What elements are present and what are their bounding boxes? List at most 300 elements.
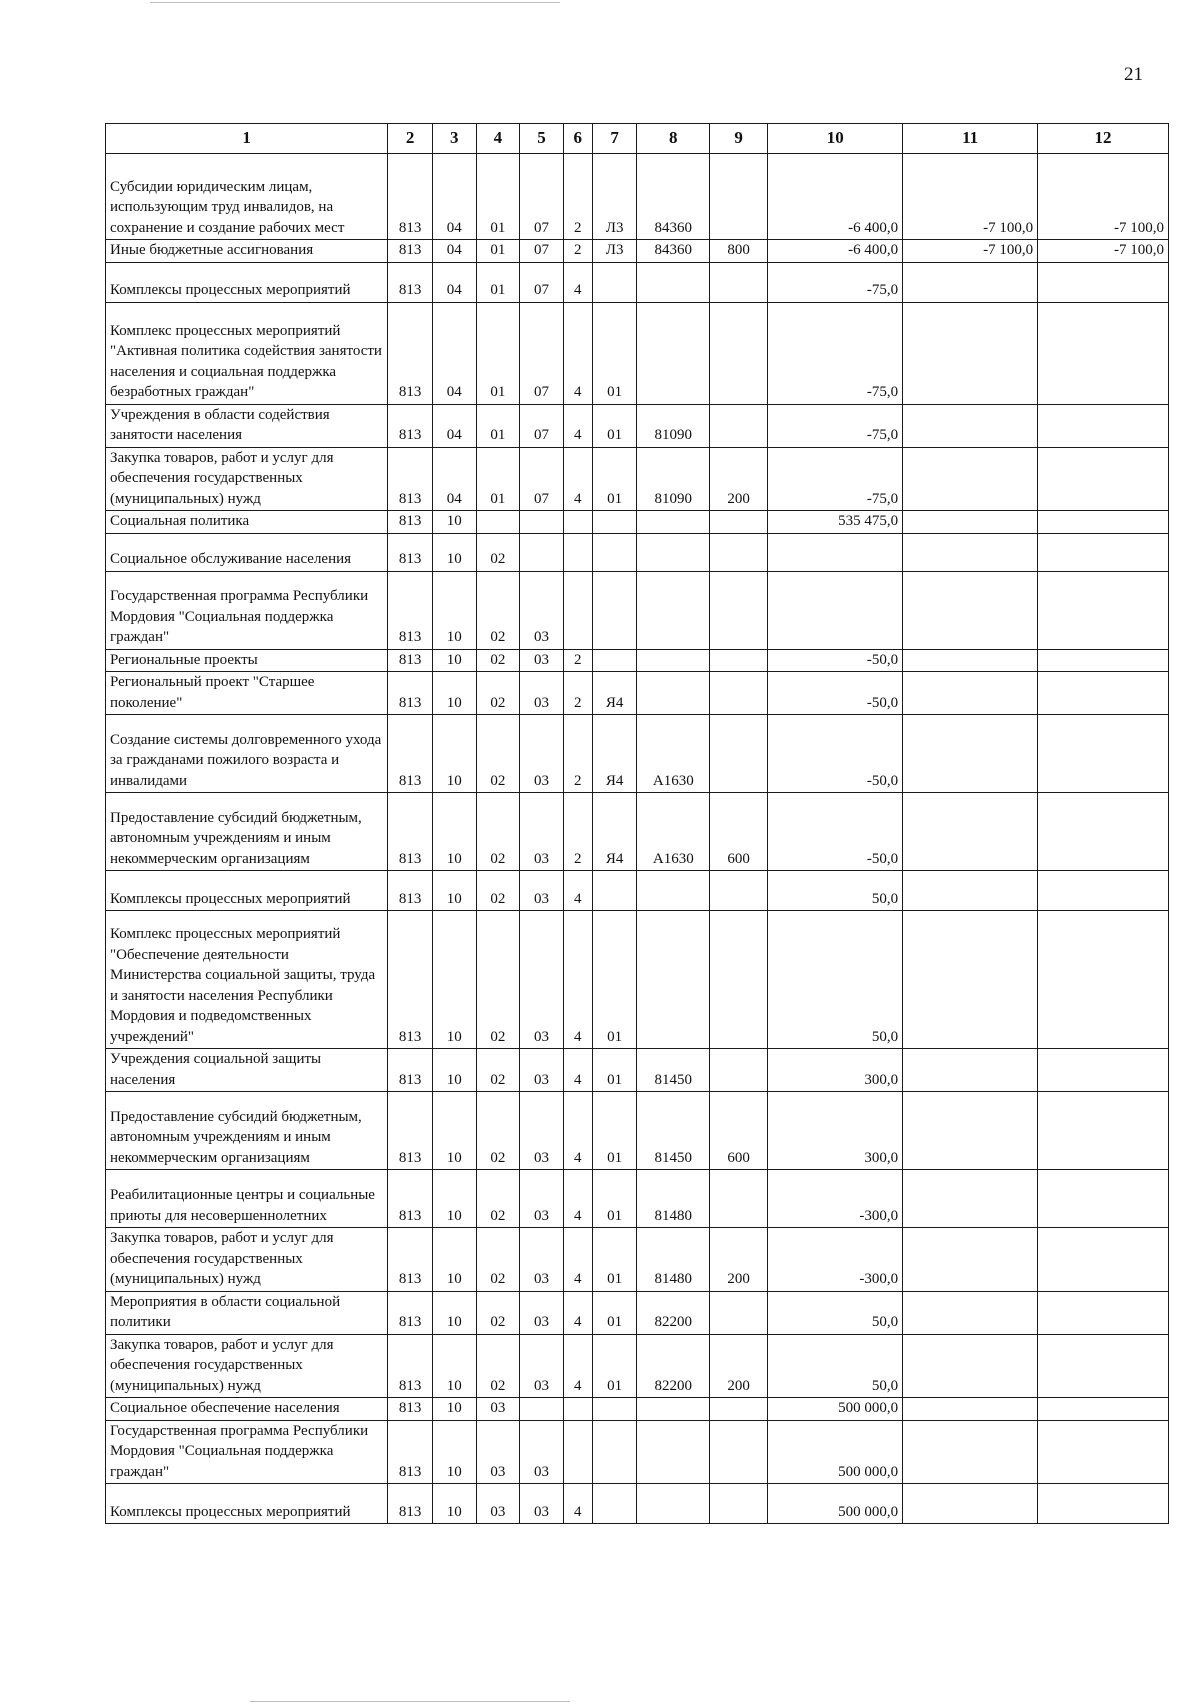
- table-cell: 81480: [637, 1228, 710, 1292]
- table-cell: [903, 1170, 1038, 1228]
- table-cell: 800: [710, 240, 768, 263]
- table-cell: 02: [476, 871, 520, 911]
- scan-artifact-bottom: [250, 1701, 570, 1702]
- table-cell: 200: [710, 1334, 768, 1398]
- table-cell: 84360: [637, 154, 710, 240]
- table-cell: [1038, 262, 1169, 302]
- table-cell: Я4: [592, 793, 637, 871]
- table-cell: [592, 1484, 637, 1524]
- table-cell: 02: [476, 533, 520, 571]
- table-cell: 03: [520, 1092, 564, 1170]
- table-cell: Л3: [592, 240, 637, 263]
- table-cell: -75,0: [768, 302, 903, 404]
- table-cell: 813: [388, 672, 433, 715]
- table-cell: 01: [476, 240, 520, 263]
- table-cell: 10: [432, 571, 476, 649]
- scan-artifact-top: [150, 2, 560, 3]
- table-cell: 600: [710, 1092, 768, 1170]
- row-name-cell: Предоставление субсидий бюджетным, автономным учреждениям и иным некоммерческим организациям: [106, 1092, 388, 1170]
- column-header: 1: [106, 124, 388, 154]
- table-cell: [903, 447, 1038, 511]
- table-cell: 04: [432, 447, 476, 511]
- table-cell: Л3: [592, 154, 637, 240]
- table-cell: [637, 262, 710, 302]
- table-cell: -300,0: [768, 1170, 903, 1228]
- table-cell: [1038, 1291, 1169, 1334]
- table-cell: 10: [432, 1484, 476, 1524]
- table-cell: [710, 1049, 768, 1092]
- table-cell: 10: [432, 871, 476, 911]
- table-cell: 50,0: [768, 1291, 903, 1334]
- table-cell: [637, 672, 710, 715]
- column-header: 2: [388, 124, 433, 154]
- row-name-cell: Социальное обеспечение населения: [106, 1398, 388, 1421]
- table-cell: -6 400,0: [768, 240, 903, 263]
- table-cell: [637, 302, 710, 404]
- table-cell: [592, 262, 637, 302]
- table-cell: 03: [520, 1484, 564, 1524]
- table-row: [106, 1049, 1169, 1092]
- table-cell: [903, 649, 1038, 672]
- table-cell: -300,0: [768, 1228, 903, 1292]
- table-cell: [903, 793, 1038, 871]
- table-cell: А1630: [637, 793, 710, 871]
- table-cell: 01: [592, 1291, 637, 1334]
- table-cell: 4: [563, 1228, 592, 1292]
- table-cell: 813: [388, 154, 433, 240]
- table-cell: [1038, 672, 1169, 715]
- table-row: [106, 871, 1169, 911]
- table-cell: 03: [520, 715, 564, 793]
- table-cell: [563, 533, 592, 571]
- table-cell: 02: [476, 1049, 520, 1092]
- table-row: [106, 1420, 1169, 1484]
- table-cell: [637, 511, 710, 534]
- row-name-cell: Комплекс процессных мероприятий "Обеспечение деятельности Министерства социальной защиты, труда и занятости населения Республики Мордовия и подведомственных учреждений": [106, 911, 388, 1049]
- row-name-cell: Комплекс процессных мероприятий "Активная политика содействия занятости населения и социальная поддержка безработных граждан": [106, 302, 388, 404]
- table-cell: 81450: [637, 1049, 710, 1092]
- table-cell: [1038, 1228, 1169, 1292]
- row-name-cell: Социальное обслуживание населения: [106, 533, 388, 571]
- table-cell: [1038, 533, 1169, 571]
- table-cell: -50,0: [768, 672, 903, 715]
- table-cell: 4: [563, 911, 592, 1049]
- column-header: 8: [637, 124, 710, 154]
- table-cell: [1038, 649, 1169, 672]
- table-cell: 813: [388, 262, 433, 302]
- row-name-cell: Комплексы процессных мероприятий: [106, 1484, 388, 1524]
- table-row: [106, 1291, 1169, 1334]
- table-cell: [903, 533, 1038, 571]
- row-name-cell: Учреждения в области содействия занятости населения: [106, 404, 388, 447]
- table-cell: [637, 649, 710, 672]
- table-cell: 07: [520, 302, 564, 404]
- table-cell: 4: [563, 1334, 592, 1398]
- table-cell: 03: [520, 1334, 564, 1398]
- table-cell: 200: [710, 447, 768, 511]
- table-cell: 03: [476, 1420, 520, 1484]
- table-cell: Я4: [592, 715, 637, 793]
- row-name-cell: Социальная политика: [106, 511, 388, 534]
- table-cell: [768, 533, 903, 571]
- table-cell: [1038, 1484, 1169, 1524]
- table-cell: 04: [432, 302, 476, 404]
- table-cell: 813: [388, 793, 433, 871]
- table-cell: 2: [563, 649, 592, 672]
- table-cell: -50,0: [768, 793, 903, 871]
- table-cell: 200: [710, 1228, 768, 1292]
- table-cell: [903, 1484, 1038, 1524]
- table-cell: [1038, 1398, 1169, 1421]
- table-row: [106, 1228, 1169, 1292]
- table-cell: [710, 649, 768, 672]
- table-cell: 02: [476, 649, 520, 672]
- table-cell: [592, 871, 637, 911]
- table-cell: 500 000,0: [768, 1484, 903, 1524]
- table-cell: 813: [388, 911, 433, 1049]
- table-cell: -7 100,0: [1038, 154, 1169, 240]
- table-cell: -75,0: [768, 404, 903, 447]
- table-row: [106, 1170, 1169, 1228]
- table-cell: 01: [592, 302, 637, 404]
- table-row: [106, 649, 1169, 672]
- table-cell: 01: [592, 1092, 637, 1170]
- table-cell: [1038, 871, 1169, 911]
- table-cell: 813: [388, 649, 433, 672]
- table-cell: [520, 533, 564, 571]
- table-cell: [903, 1228, 1038, 1292]
- table-cell: [520, 511, 564, 534]
- table-row: [106, 533, 1169, 571]
- table-cell: -75,0: [768, 262, 903, 302]
- table-cell: [903, 1420, 1038, 1484]
- table-cell: 03: [476, 1398, 520, 1421]
- table-row: [106, 571, 1169, 649]
- table-cell: 813: [388, 240, 433, 263]
- table-cell: 84360: [637, 240, 710, 263]
- row-name-cell: Предоставление субсидий бюджетным, автономным учреждениям и иным некоммерческим организациям: [106, 793, 388, 871]
- table-cell: 81480: [637, 1170, 710, 1228]
- column-header: 12: [1038, 124, 1169, 154]
- row-name-cell: Комплексы процессных мероприятий: [106, 262, 388, 302]
- table-cell: [637, 911, 710, 1049]
- column-header: 4: [476, 124, 520, 154]
- table-cell: 01: [592, 911, 637, 1049]
- table-cell: 813: [388, 1291, 433, 1334]
- table-cell: 2: [563, 715, 592, 793]
- table-cell: [710, 715, 768, 793]
- row-name-cell: Субсидии юридическим лицам, использующим труд инвалидов, на сохранение и создание рабочих мест: [106, 154, 388, 240]
- table-cell: -75,0: [768, 447, 903, 511]
- table-cell: [903, 1334, 1038, 1398]
- table-cell: 02: [476, 1334, 520, 1398]
- table-cell: [637, 533, 710, 571]
- table-row: [106, 1092, 1169, 1170]
- table-cell: 01: [592, 447, 637, 511]
- table-cell: 03: [520, 1049, 564, 1092]
- table-cell: 03: [520, 571, 564, 649]
- table-cell: [710, 1170, 768, 1228]
- table-cell: [563, 1420, 592, 1484]
- table-cell: 10: [432, 1228, 476, 1292]
- table-cell: 813: [388, 1170, 433, 1228]
- table-cell: 4: [563, 404, 592, 447]
- table-cell: 02: [476, 672, 520, 715]
- table-cell: 82200: [637, 1291, 710, 1334]
- table-cell: 01: [476, 404, 520, 447]
- table-cell: 10: [432, 672, 476, 715]
- table-cell: -50,0: [768, 649, 903, 672]
- row-name-cell: Государственная программа Республики Мордовия "Социальная поддержка граждан": [106, 571, 388, 649]
- table-header-row: [106, 124, 1169, 154]
- table-cell: [710, 1420, 768, 1484]
- table-row: [106, 1398, 1169, 1421]
- budget-table: [105, 123, 1169, 1524]
- table-cell: 10: [432, 1291, 476, 1334]
- table-cell: [903, 871, 1038, 911]
- table-cell: 813: [388, 404, 433, 447]
- table-cell: [1038, 511, 1169, 534]
- table-cell: 2: [563, 793, 592, 871]
- table-cell: [710, 911, 768, 1049]
- table-cell: 03: [520, 911, 564, 1049]
- table-cell: 10: [432, 1170, 476, 1228]
- table-row: [106, 511, 1169, 534]
- table-cell: [1038, 1092, 1169, 1170]
- table-cell: 4: [563, 262, 592, 302]
- row-name-cell: Закупка товаров, работ и услуг для обеспечения государственных (муниципальных) нужд: [106, 1334, 388, 1398]
- table-cell: 4: [563, 1484, 592, 1524]
- table-cell: 813: [388, 1049, 433, 1092]
- table-cell: Я4: [592, 672, 637, 715]
- table-row: [106, 262, 1169, 302]
- table-row: [106, 911, 1169, 1049]
- table-cell: [1038, 1049, 1169, 1092]
- table-cell: 81090: [637, 447, 710, 511]
- table-cell: 02: [476, 793, 520, 871]
- table-cell: 01: [476, 447, 520, 511]
- table-cell: 50,0: [768, 1334, 903, 1398]
- table-cell: [710, 262, 768, 302]
- table-cell: 02: [476, 1092, 520, 1170]
- table-cell: 813: [388, 715, 433, 793]
- table-cell: 81090: [637, 404, 710, 447]
- table-cell: 813: [388, 1484, 433, 1524]
- table-cell: [563, 1398, 592, 1421]
- table-cell: 01: [476, 154, 520, 240]
- table-cell: 07: [520, 240, 564, 263]
- table-cell: 10: [432, 511, 476, 534]
- table-cell: [1038, 911, 1169, 1049]
- column-header: 6: [563, 124, 592, 154]
- row-name-cell: Учреждения социальной защиты населения: [106, 1049, 388, 1092]
- table-cell: 50,0: [768, 911, 903, 1049]
- table-cell: 2: [563, 240, 592, 263]
- table-body: [106, 154, 1169, 1524]
- table-cell: 07: [520, 447, 564, 511]
- table-cell: [563, 511, 592, 534]
- table-cell: [637, 1484, 710, 1524]
- table-row: [106, 715, 1169, 793]
- table-row: [106, 240, 1169, 263]
- table-cell: 03: [520, 649, 564, 672]
- table-cell: [592, 511, 637, 534]
- table-row: [106, 302, 1169, 404]
- row-name-cell: Создание системы долговременного ухода за гражданами пожилого возраста и инвалидами: [106, 715, 388, 793]
- row-name-cell: Комплексы процессных мероприятий: [106, 871, 388, 911]
- table-cell: 4: [563, 302, 592, 404]
- table-cell: 2: [563, 672, 592, 715]
- table-cell: [710, 302, 768, 404]
- table-cell: [1038, 447, 1169, 511]
- table-cell: 10: [432, 1049, 476, 1092]
- table-cell: -6 400,0: [768, 154, 903, 240]
- table-cell: 813: [388, 571, 433, 649]
- row-name-cell: Реабилитационные центры и социальные приюты для несовершеннолетних: [106, 1170, 388, 1228]
- table-cell: 03: [520, 793, 564, 871]
- table-cell: 03: [520, 1420, 564, 1484]
- table-cell: [592, 1420, 637, 1484]
- table-cell: 03: [476, 1484, 520, 1524]
- table-cell: [710, 511, 768, 534]
- table-row: [106, 793, 1169, 871]
- table-cell: 01: [592, 404, 637, 447]
- table-cell: 4: [563, 1092, 592, 1170]
- table-cell: 02: [476, 571, 520, 649]
- table-cell: [710, 1398, 768, 1421]
- table-cell: [710, 1484, 768, 1524]
- table-cell: [637, 1420, 710, 1484]
- table-cell: 10: [432, 533, 476, 571]
- column-header: 5: [520, 124, 564, 154]
- table-cell: 813: [388, 447, 433, 511]
- table-row: [106, 1484, 1169, 1524]
- column-header: 3: [432, 124, 476, 154]
- table-cell: 813: [388, 1420, 433, 1484]
- table-cell: 10: [432, 1398, 476, 1421]
- table-cell: [592, 571, 637, 649]
- table-cell: 10: [432, 1092, 476, 1170]
- table-cell: [768, 571, 903, 649]
- table-cell: 02: [476, 715, 520, 793]
- table-cell: [903, 1049, 1038, 1092]
- table-cell: 03: [520, 1170, 564, 1228]
- table-cell: 4: [563, 871, 592, 911]
- table-cell: 02: [476, 911, 520, 1049]
- column-header: 9: [710, 124, 768, 154]
- table-cell: 813: [388, 511, 433, 534]
- table-cell: [710, 154, 768, 240]
- table-cell: 4: [563, 1170, 592, 1228]
- table-cell: 813: [388, 1228, 433, 1292]
- table-cell: 07: [520, 404, 564, 447]
- table-cell: 813: [388, 1398, 433, 1421]
- table-cell: 02: [476, 1228, 520, 1292]
- table-cell: [520, 1398, 564, 1421]
- table-cell: 4: [563, 447, 592, 511]
- table-cell: [637, 1398, 710, 1421]
- table-cell: [903, 715, 1038, 793]
- table-cell: 10: [432, 793, 476, 871]
- table-row: [106, 672, 1169, 715]
- table-cell: [1038, 715, 1169, 793]
- table-cell: [903, 511, 1038, 534]
- table-cell: 10: [432, 715, 476, 793]
- table-cell: 01: [592, 1049, 637, 1092]
- row-name-cell: Региональные проекты: [106, 649, 388, 672]
- row-name-cell: Государственная программа Республики Мордовия "Социальная поддержка граждан": [106, 1420, 388, 1484]
- table-row: [106, 154, 1169, 240]
- table-cell: [1038, 571, 1169, 649]
- table-cell: 500 000,0: [768, 1398, 903, 1421]
- row-name-cell: Закупка товаров, работ и услуг для обеспечения государственных (муниципальных) нужд: [106, 447, 388, 511]
- table-cell: [710, 672, 768, 715]
- table-cell: 03: [520, 672, 564, 715]
- table-cell: 03: [520, 871, 564, 911]
- table-cell: 300,0: [768, 1049, 903, 1092]
- table-cell: 535 475,0: [768, 511, 903, 534]
- table-cell: 10: [432, 1420, 476, 1484]
- table-cell: 4: [563, 1049, 592, 1092]
- table-row: [106, 404, 1169, 447]
- table-cell: [1038, 404, 1169, 447]
- table-cell: 600: [710, 793, 768, 871]
- row-name-cell: Региональный проект "Старшее поколение": [106, 672, 388, 715]
- table-cell: [903, 302, 1038, 404]
- table-cell: 04: [432, 262, 476, 302]
- table-cell: [1038, 1170, 1169, 1228]
- column-header: 10: [768, 124, 903, 154]
- table-cell: 04: [432, 404, 476, 447]
- table-cell: 02: [476, 1291, 520, 1334]
- table-row: [106, 1334, 1169, 1398]
- table-cell: 07: [520, 154, 564, 240]
- row-name-cell: Иные бюджетные ассигнования: [106, 240, 388, 263]
- table-cell: [1038, 1420, 1169, 1484]
- row-name-cell: Мероприятия в области социальной политики: [106, 1291, 388, 1334]
- table-cell: 2: [563, 154, 592, 240]
- table-row: [106, 447, 1169, 511]
- table-cell: 813: [388, 1092, 433, 1170]
- table-cell: А1630: [637, 715, 710, 793]
- table-cell: [710, 571, 768, 649]
- table-cell: 04: [432, 240, 476, 263]
- table-cell: 10: [432, 649, 476, 672]
- table-cell: [592, 1398, 637, 1421]
- table-cell: -50,0: [768, 715, 903, 793]
- table-cell: 01: [592, 1228, 637, 1292]
- table-cell: [903, 404, 1038, 447]
- table-cell: [637, 571, 710, 649]
- table-cell: 10: [432, 911, 476, 1049]
- table-cell: 50,0: [768, 871, 903, 911]
- table-cell: [563, 571, 592, 649]
- column-header: 7: [592, 124, 637, 154]
- table-cell: [903, 1291, 1038, 1334]
- column-header: 11: [903, 124, 1038, 154]
- table-cell: [903, 1092, 1038, 1170]
- table-cell: 81450: [637, 1092, 710, 1170]
- table-cell: 500 000,0: [768, 1420, 903, 1484]
- table-cell: 813: [388, 1334, 433, 1398]
- table-cell: 4: [563, 1291, 592, 1334]
- table-cell: [637, 871, 710, 911]
- table-cell: [710, 533, 768, 571]
- table-cell: [592, 649, 637, 672]
- table-cell: [1038, 1334, 1169, 1398]
- table-cell: [903, 672, 1038, 715]
- table-cell: 813: [388, 533, 433, 571]
